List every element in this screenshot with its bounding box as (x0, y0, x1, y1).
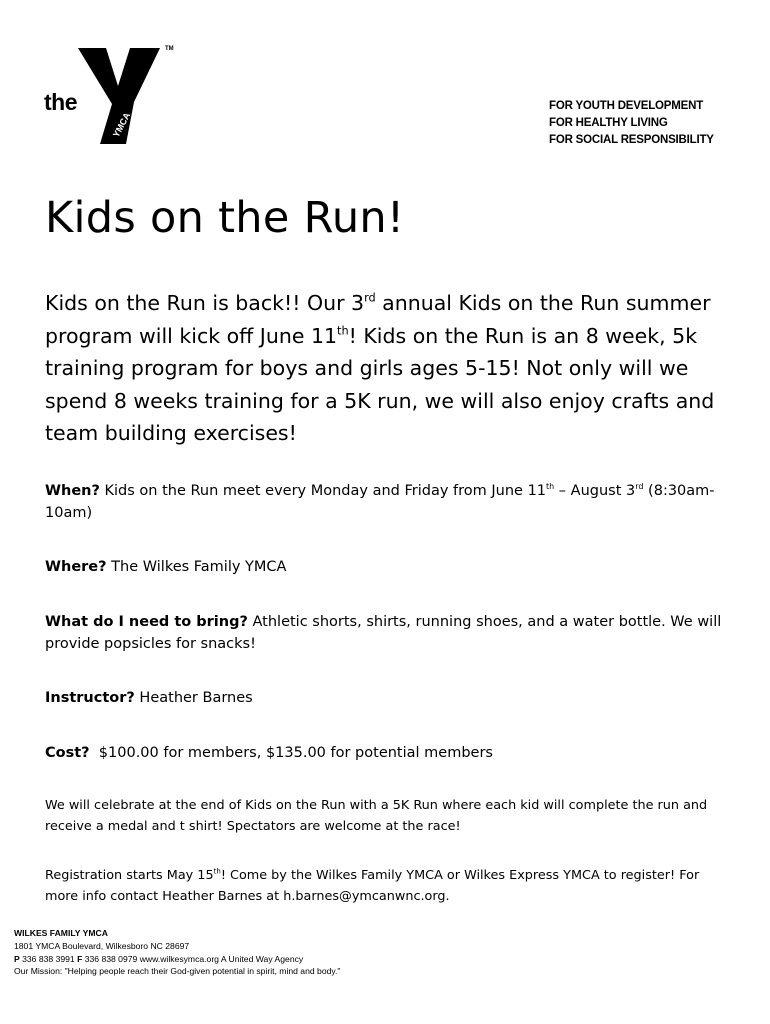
footer (14, 927, 340, 978)
footer-org-name: WILKES FAMILY YMCA (14, 928, 108, 938)
when-label: When? (45, 483, 100, 499)
tagline-line: FOR SOCIAL RESPONSIBILITY (549, 134, 714, 146)
ymca-logo (44, 44, 184, 154)
tagline-line: FOR YOUTH DEVELOPMENT (549, 100, 704, 112)
intro-paragraph: Kids on the Run is back!! Our 3rd annual Kids on the Run summer program will kick off June 11th! Kids on the Run is an 8 week, 5k training program for boys and girls ages 5-15! Not only will we spend 8 weeks training for a 5K run, we will also enjoy crafts and team building exercises! (45, 291, 715, 445)
bring-label: What do I need to bring? (45, 614, 248, 630)
celebration-paragraph: We will celebrate at the end of Kids on the Run with a 5K Run where each kid will complete the run and receive a medal and t shirt! Spectators are welcome at the race! (45, 798, 708, 834)
page-title: Kids on the Run! (45, 193, 405, 243)
when-section: When? Kids on the Run meet every Monday and Friday from June 11th – August 3rd (8:30am-10am) (45, 482, 715, 521)
logo-ymca-text: YMCA (110, 110, 133, 139)
tagline (549, 98, 714, 149)
instructor-label: Instructor? (45, 690, 135, 706)
cost-section: Cost? $100.00 for members, $135.00 for potential members (45, 745, 493, 761)
logo-the-text: the (44, 89, 77, 115)
ymca-y-logo-icon (78, 44, 168, 146)
where-section: Where? The Wilkes Family YMCA (45, 559, 287, 575)
footer-mission: Our Mission: "Helping people reach their God-given potential in spirit, mind and body." (14, 966, 341, 977)
bring-section: What do I need to bring? Athletic shorts, shirts, running shoes, and a water bottle. We will provide popsicles for snacks! (45, 614, 722, 652)
logo-tm-mark: TM (165, 46, 174, 52)
footer-contact: P 336 838 3991 F 336 838 0979 www.wilkesymca.org A United Way Agency (14, 953, 304, 964)
instructor-section: Instructor? Heather Barnes (45, 690, 253, 706)
registration-paragraph: Registration starts May 15th! Come by the Wilkes Family YMCA or Wilkes Express YMCA to register! For more info contact Heather Barnes at h.barnes@ymcanwnc.org. (45, 866, 700, 904)
where-label: Where? (45, 559, 107, 575)
tagline-line: FOR HEALTHY LIVING (549, 117, 668, 129)
cost-label: Cost? (45, 745, 90, 761)
footer-address: 1801 YMCA Boulevard, Wilkesboro NC 28697 (14, 940, 190, 951)
